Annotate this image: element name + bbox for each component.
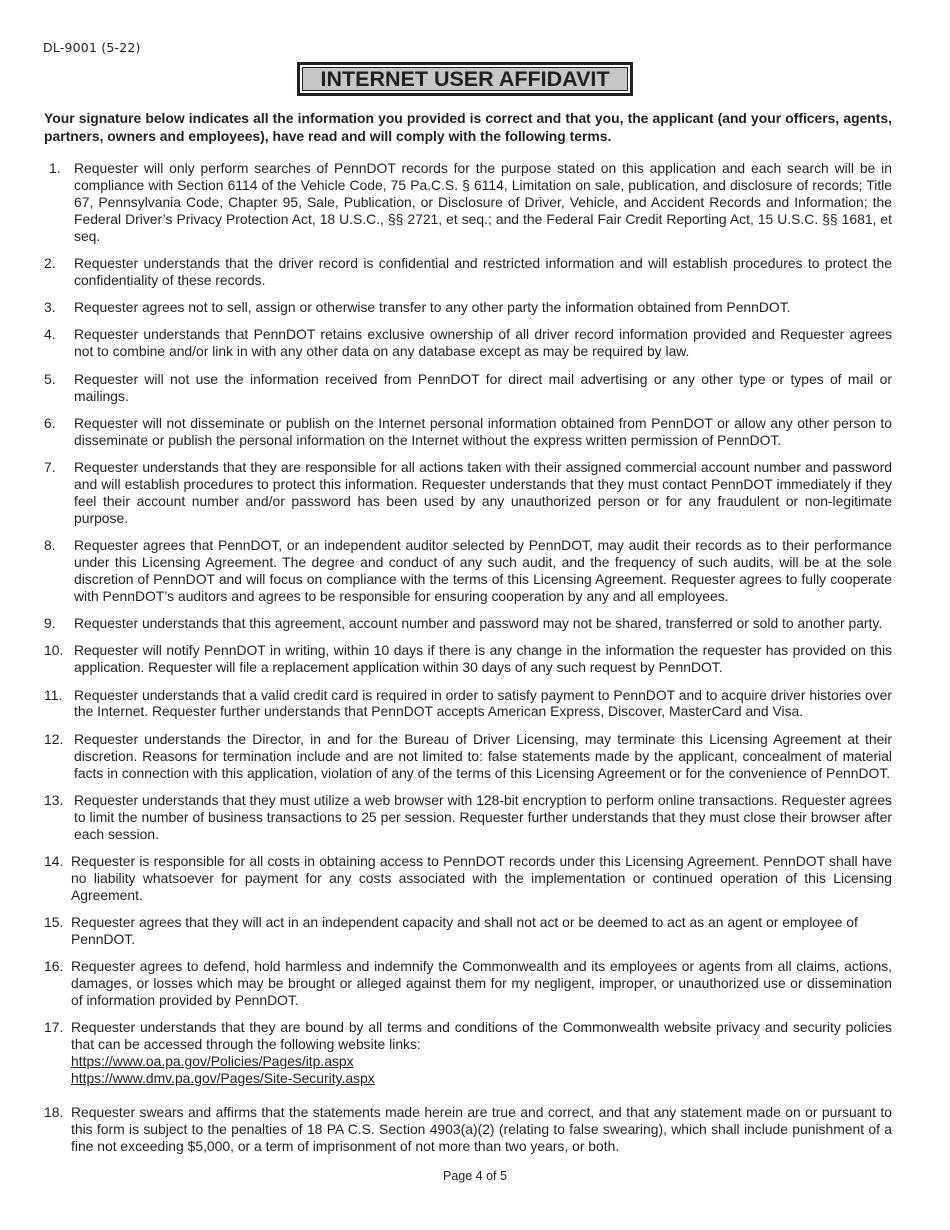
term-item (44, 642, 892, 676)
site-security-link[interactable]: https://www.dmv.pa.gov/Pages/Site-Security.aspx (71, 1070, 375, 1087)
term-item (44, 371, 892, 405)
term-number: 11. (44, 686, 63, 703)
term-text: Requester understands that a valid credit card is required in order to satisfy payment to PennDOT and to acquire driver histories over the Internet. Requester further understands that PennDOT accepts American Express, Discover, MasterCard and Visa. (74, 686, 892, 720)
term-number: 4. (44, 326, 56, 343)
term-text: Requester agrees that PennDOT, or an independent auditor selected by PennDOT, may audit their records as to their performance under this Licensing Agreement. The degree and conduct of any such audit, and the frequency of such audits, will be at the sole discretion of PennDOT and will focus on compliance with the terms of this Licensing Agreement. Requester agrees to fully cooperate with PennDOT’s auditors and agrees to be responsible for ensuring cooperation by any and all employees. (74, 537, 892, 604)
term-text: Requester will not disseminate or publish on the Internet personal information obtained from PennDOT or allow any other person to disseminate or publish the personal information on the Internet without the express written permission of PennDOT. (74, 414, 892, 448)
term-item (44, 459, 892, 527)
term-item (44, 914, 892, 948)
term-text: Requester understands that they are responsible for all actions taken with their assigned commercial account number and password and will establish procedures to protect this information. Requester understands that they must contact PennDOT immediately if they feel their account number and/or password has been used by any unauthorized person or for any fraudulent or non-legitimate purpose. (74, 459, 892, 526)
term-number: 8. (44, 537, 56, 554)
term-number: 10. (44, 642, 64, 659)
term-number: 6. (44, 414, 56, 431)
term-text: Requester swears and affirms that the statements made herein are true and correct, and that any statement made on or pursuant to this form is subject to the penalties of 18 PA C.S. Section 4903(a)(2) (relating to false swearing), which shall include punishment of a fine not exceeding $5,000, or a term of imprisonment of not more than two years, or both. (71, 1104, 892, 1154)
term-number: 2. (44, 254, 56, 271)
itp-policy-link[interactable]: https://www.oa.pa.gov/Policies/Pages/itp.aspx (71, 1053, 354, 1070)
term-item (44, 415, 892, 449)
term-item (44, 160, 892, 245)
term-text: Requester understands that the driver record is confidential and restricted information and will establish procedures to protect the confidentiality of these records. (74, 254, 892, 288)
term-text: Requester agrees that they will act in an independent capacity and shall not act or be deemed to act as an agent or employee of PennDOT. (71, 914, 858, 947)
term-number: 15. (44, 914, 64, 931)
terms-list (44, 160, 892, 1165)
term-number: 17. (44, 1019, 64, 1036)
term-item (44, 1019, 892, 1087)
form-number: DL-9001 (5-22) (43, 40, 141, 55)
term-item (44, 299, 892, 316)
term-item (44, 615, 892, 632)
term-text: Requester agrees not to sell, assign or otherwise transfer to any other party the information obtained from PennDOT. (74, 299, 791, 316)
term-item (44, 853, 892, 904)
term-text: Requester is responsible for all costs in obtaining access to PennDOT records under this Licensing Agreement. PennDOT shall have no liability whatsoever for payment for any costs associated with the implementation or continued operation of this Licensing Agreement. (71, 852, 892, 903)
term-text: Requester agrees to defend, hold harmless and indemnify the Commonwealth and its employees or agents from all claims, actions, damages, or losses which may be brought or alleged against them for my negligent, improper, or unauthorized use or dissemination of information provided by PennDOT. (71, 958, 892, 1009)
term-number: 3. (44, 299, 56, 316)
term-item (44, 958, 892, 1009)
term-text: Requester understands that they are bound by all terms and conditions of the Commonwealth website privacy and security policies that can be accessed through the following website links: (71, 1019, 892, 1053)
page-number: Page 4 of 5 (443, 1169, 507, 1183)
term-number: 1. (49, 160, 61, 176)
term-number: 7. (44, 459, 56, 476)
term-text: Requester understands that this agreement, account number and password may not be shared, transferred or sold to another party. (74, 615, 883, 632)
term-number: 14. (44, 852, 64, 869)
term-item (44, 537, 892, 605)
term-text: Requester will not use the information received from PennDOT for direct mail advertising or any other type or types of mail or mailings. (74, 370, 892, 404)
term-number: 5. (44, 370, 56, 387)
term-text: Requester will notify PennDOT in writing, within 10 days if there is any change in the information the requester has provided on this application. Requester will file a replacement application within 30 days of any such request by PennDOT. (74, 642, 892, 676)
term-item (44, 687, 892, 721)
page-title: INTERNET USER AFFIDAVIT (297, 62, 633, 96)
term-item (44, 255, 892, 289)
intro-statement: Your signature below indicates all the information you provided is correct and that you, the applicant (and your officers, agents, partners, owners and employees), have read and will comply with the following terms. (44, 110, 892, 144)
term-item (44, 731, 892, 782)
term-number: 13. (44, 791, 64, 808)
term-number: 16. (44, 958, 64, 975)
term-text: Requester understands the Director, in and for the Bureau of Driver Licensing, may terminate this Licensing Agreement at their discretion. Reasons for termination include and are not limited to: false statements made by the applicant, concealment of material facts in connection with this application, violation of any of the terms of this Licensing Agreement or for the convenience of PennDOT. (74, 730, 892, 781)
term-number: 12. (44, 730, 64, 747)
term-text: Requester understands that PennDOT retains exclusive ownership of all driver record information provided and Requester agrees not to combine and/or link in with any other data on any database except as may be required by law. (74, 326, 892, 360)
term-item (44, 326, 892, 360)
term-item (44, 792, 892, 843)
term-item (44, 1104, 892, 1155)
term-number: 9. (44, 615, 56, 632)
term-number: 18. (44, 1104, 64, 1121)
term-text: Requester understands that they must utilize a web browser with 128-bit encryption to perform online transactions. Requester agrees to limit the number of business transactions to 25 per session. Requester further understands that they must close their browser after each session. (74, 791, 892, 842)
term-text: Requester will only perform searches of PennDOT records for the purpose stated on this application and each search will be in compliance with Section 6114 of the Vehicle Code, 75 Pa.C.S. § 6114, Limitation on sale, publication, and disclosure of records; Title 67, Pennsylvania Code, Chapter 95, Sale, Publication, or Disclosure of Driver, Vehicle, and Accident Records and Information; the Federal Driver’s Privacy Protection Act, 18 U.S.C., §§ 2721, et seq.; and the Federal Fair Credit Reporting Act, 15 U.S.C. §§ 1681, et seq. (74, 160, 892, 244)
